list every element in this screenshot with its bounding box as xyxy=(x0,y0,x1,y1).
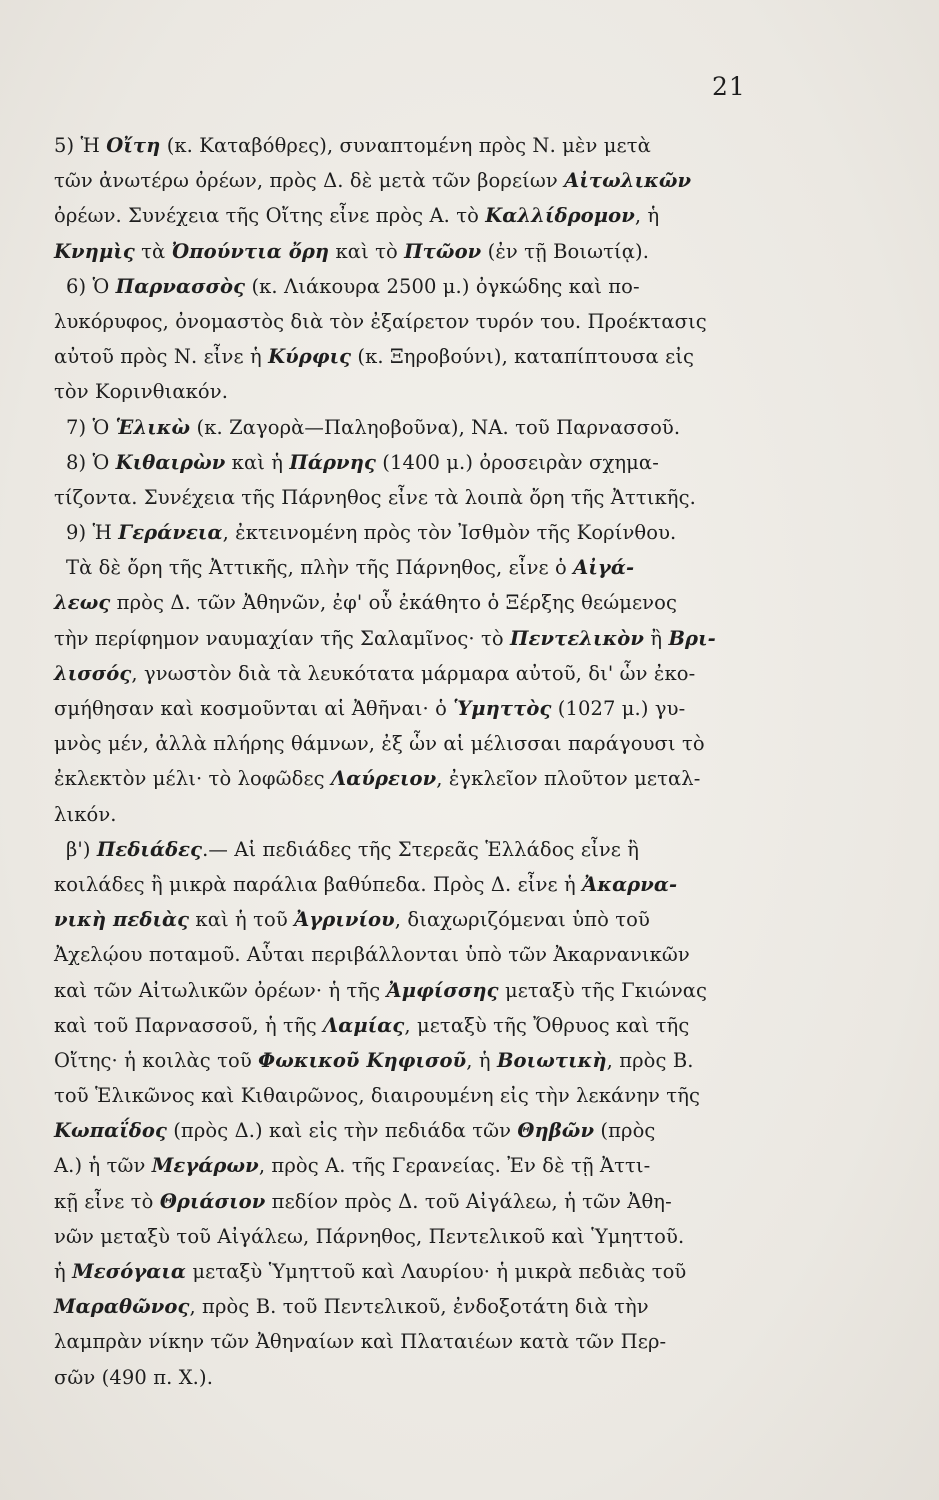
emphasized-term: λεως xyxy=(54,591,111,615)
text-segment: , πρὸς Β. xyxy=(606,1048,694,1072)
text-segment: πρὸς Δ. τῶν Ἀθηνῶν, ἐφ' οὗ ἐκάθητο ὁ Ξέρξης θεώμενος xyxy=(110,591,677,615)
emphasized-term: Φωκικοῦ Κηφισοῦ xyxy=(258,1048,467,1072)
emphasized-term: Πεντελικὸν xyxy=(510,626,645,650)
emphasized-term: Γεράνεια xyxy=(118,521,223,545)
emphasized-term: Μεσόγαια xyxy=(72,1260,187,1283)
text-segment: β') xyxy=(66,837,97,861)
text-line xyxy=(54,726,774,761)
page-number: 21 xyxy=(712,72,746,101)
text-line xyxy=(54,234,774,269)
text-segment: καὶ τοῦ Παρνασσοῦ, ἡ τῆς xyxy=(54,1013,324,1037)
text-line xyxy=(54,1113,774,1148)
text-line xyxy=(54,1289,774,1324)
text-segment: τὸν Κορινθιακόν. xyxy=(54,380,228,404)
text-line xyxy=(54,1043,774,1078)
text-segment: (πρὸς Δ.) καὶ εἰς τὴν πεδιάδα τῶν xyxy=(166,1119,518,1143)
text-line xyxy=(54,445,774,480)
text-line xyxy=(54,1078,774,1113)
text-segment: , μεταξὺ τῆς Ὄθρυος καὶ τῆς xyxy=(404,1013,690,1037)
text-line xyxy=(54,163,774,198)
text-line xyxy=(54,1219,774,1254)
text-segment: .— Αἱ πεδιάδες τῆς Στερεᾶς Ἑλλάδος εἶνε ἢ xyxy=(202,837,640,861)
emphasized-term: Μεγάρων xyxy=(151,1154,259,1178)
emphasized-term: Μαραθῶνος xyxy=(54,1295,190,1319)
emphasized-term: Ἀγρινίου xyxy=(294,908,395,932)
emphasized-term: Οἴτη xyxy=(106,134,161,157)
text-segment: κοιλάδες ἢ μικρὰ παράλια βαθύπεδα. Πρὸς Δ. εἶνε ἡ xyxy=(54,872,583,896)
text-segment: καὶ τῶν Αἰτωλικῶν ὀρέων· ἡ τῆς xyxy=(54,978,387,1002)
text-segment: σῶν (490 π. Χ.). xyxy=(54,1365,213,1389)
text-line xyxy=(54,198,774,233)
text-line xyxy=(54,410,774,445)
text-segment: ὀρέων. Συνέχεια τῆς Οἴτης εἶνε πρὸς Α. τὸ xyxy=(54,204,486,228)
text-line xyxy=(54,339,774,374)
text-segment: (ἐν τῇ Βοιωτίᾳ). xyxy=(481,239,650,263)
text-segment: καὶ τὸ xyxy=(329,239,405,263)
text-line xyxy=(54,1360,774,1395)
emphasized-term: Κύρφις xyxy=(268,345,352,369)
text-line xyxy=(54,937,774,972)
text-line xyxy=(54,973,774,1008)
emphasized-term: Ἀκαρνα- xyxy=(582,872,678,896)
text-segment: καὶ ἡ xyxy=(225,450,290,474)
text-line xyxy=(54,304,774,339)
text-segment: , πρὸς Α. τῆς Γερανείας. Ἐν δὲ τῇ Ἀττι- xyxy=(258,1154,651,1178)
text-segment: Ἀχελῴου ποταμοῦ. Αὗται περιβάλλονται ὑπὸ τῶν Ἀκαρνανικῶν xyxy=(54,943,690,967)
text-segment: (κ. Λιάκουρα 2500 μ.) ὀγκώδης καὶ πο- xyxy=(245,274,640,298)
text-segment: σμήθησαν καὶ κοσμοῦνται αἱ Ἀθῆναι· ὁ xyxy=(54,697,454,720)
emphasized-term: Βοιωτικὴ xyxy=(496,1048,607,1072)
text-segment: Α.) ἡ τῶν xyxy=(54,1154,152,1178)
text-line xyxy=(54,515,774,550)
text-segment: Τὰ δὲ ὄρη τῆς Ἀττικῆς, πλὴν τῆς Πάρνηθος, εἶνε ὁ xyxy=(66,556,574,580)
text-line xyxy=(54,691,774,726)
text-segment: νῶν μεταξὺ τοῦ Αἰγάλεω, Πάρνηθος, Πεντελικοῦ καὶ Ὑμηττοῦ. xyxy=(54,1224,685,1248)
text-line xyxy=(54,374,774,409)
text-segment: τῶν ἀνωτέρω ὀρέων, πρὸς Δ. δὲ μετὰ τῶν βορείων xyxy=(54,169,565,193)
emphasized-term: Ἀμφίσσης xyxy=(386,978,499,1002)
text-segment: , γνωστὸν διὰ τὰ λευκότατα μάρμαρα αὐτοῦ, δι' ὧν ἐκο- xyxy=(131,661,696,685)
emphasized-term: Βρι- xyxy=(668,626,716,650)
emphasized-term: νικὴ πεδιὰς xyxy=(54,908,190,932)
emphasized-term: Πάρνης xyxy=(289,450,376,474)
text-line xyxy=(54,128,774,163)
emphasized-term: Θηβῶν xyxy=(517,1119,595,1143)
text-line xyxy=(54,269,774,304)
text-segment: καὶ ἡ τοῦ xyxy=(189,908,295,932)
text-segment: τὴν περίφημον ναυμαχίαν τῆς Σαλαμῖνος· τὸ xyxy=(54,626,510,650)
text-segment: αὐτοῦ πρὸς Ν. εἶνε ἡ xyxy=(54,345,269,369)
text-segment: λυκόρυφος, ὀνομαστὸς διὰ τὸν ἐξαίρετον τυρόν του. Προέκτασις xyxy=(54,309,707,333)
text-line xyxy=(54,902,774,937)
text-segment: , ἡ xyxy=(634,204,660,228)
text-line xyxy=(54,761,774,796)
text-segment: λαμπρὰν νίκην τῶν Ἀθηναίων καὶ Πλαταιέων κατὰ τῶν Περ- xyxy=(54,1330,667,1354)
text-segment: κῇ εἶνε τὸ xyxy=(54,1189,160,1213)
text-line xyxy=(54,1184,774,1219)
text-segment: πεδίον πρὸς Δ. τοῦ Αἰγάλεω, ἡ τῶν Ἀθη- xyxy=(265,1189,672,1213)
text-segment: 8) Ὁ xyxy=(66,450,116,474)
emphasized-term: Ἑλικὼ xyxy=(115,415,191,439)
text-line xyxy=(54,656,774,691)
text-segment: ἐκλεκτὸν μέλι· τὸ λοφῶδες xyxy=(54,767,331,791)
text-line xyxy=(54,550,774,585)
emphasized-term: Θριάσιον xyxy=(159,1189,266,1213)
text-segment: , ἡ xyxy=(466,1048,497,1072)
text-segment: τίζοντα. Συνέχεια τῆς Πάρνηθος εἶνε τὰ λοιπὰ ὄρη τῆς Ἀττικῆς. xyxy=(54,485,696,509)
text-segment: (κ. Ξηροβούνι), καταπίπτουσα εἰς xyxy=(351,345,695,369)
emphasized-term: Λαύρειον xyxy=(331,767,437,791)
emphasized-term: Κνημὶς xyxy=(54,239,135,263)
text-segment: Οἴτης· ἡ κοιλὰς τοῦ xyxy=(54,1048,259,1072)
emphasized-term: Αἰτωλικῶν xyxy=(564,169,692,193)
emphasized-term: Αἰγά- xyxy=(573,556,635,580)
text-segment: ἢ xyxy=(644,626,669,650)
text-segment: μνὸς μέν, ἀλλὰ πλήρης θάμνων, ἐξ ὧν αἱ μέλισσαι παράγουσι τὸ xyxy=(54,732,705,756)
text-segment: ἡ xyxy=(54,1260,73,1283)
text-segment: (κ. Ζαγορὰ—Παληοβοῦνα), ΝΑ. τοῦ Παρνασσοῦ. xyxy=(190,415,681,439)
text-line xyxy=(54,1148,774,1183)
text-segment: , ἐγκλεῖον πλοῦτον μεταλ- xyxy=(436,767,701,791)
text-segment: 5) Ἡ xyxy=(54,134,107,157)
text-line xyxy=(54,1254,774,1289)
text-segment: μεταξὺ Ὑμηττοῦ καὶ Λαυρίου· ἡ μικρὰ πεδιὰς τοῦ xyxy=(186,1260,687,1283)
text-line xyxy=(54,621,774,656)
text-segment: (1400 μ.) ὀροσειρὰν σχημα- xyxy=(375,450,659,474)
text-segment: (κ. Καταβόθρες), συναπτομένη πρὸς Ν. μὲν μετὰ xyxy=(160,134,651,157)
emphasized-term: Πτῶον xyxy=(404,239,482,263)
emphasized-term: Ὑμηττὸς xyxy=(453,697,552,720)
emphasized-term: Κιθαιρὼν xyxy=(115,450,226,474)
text-line xyxy=(54,585,774,620)
emphasized-term: Κωπαΐδος xyxy=(54,1119,167,1143)
text-segment: (πρὸς xyxy=(594,1119,656,1143)
text-line xyxy=(54,480,774,515)
text-line xyxy=(54,797,774,832)
emphasized-term: Λαμίας xyxy=(323,1013,405,1037)
text-line xyxy=(54,832,774,867)
text-line xyxy=(54,1008,774,1043)
emphasized-term: Πεδιάδες xyxy=(96,837,203,861)
text-segment: , ἐκτεινομένη πρὸς τὸν Ἰσθμὸν τῆς Κορίνθου. xyxy=(222,521,677,545)
text-segment: 9) Ἡ xyxy=(66,521,119,545)
text-segment: μεταξὺ τῆς Γκιώνας xyxy=(498,978,708,1002)
text-segment: , πρὸς Β. τοῦ Πεντελικοῦ, ἐνδοξοτάτη διὰ τὴν xyxy=(189,1295,649,1319)
text-segment: 6) Ὁ xyxy=(66,274,116,298)
text-segment: (1027 μ.) γυ- xyxy=(551,697,686,720)
emphasized-term: λισσός xyxy=(54,661,132,685)
emphasized-term: Παρνασσὸς xyxy=(115,274,246,298)
text-segment: , διαχωριζόμεναι ὑπὸ τοῦ xyxy=(394,908,650,932)
text-line xyxy=(54,1324,774,1359)
emphasized-term: Ὀπούντια ὄρη xyxy=(171,239,330,263)
text-segment: λικόν. xyxy=(54,802,117,826)
page-text xyxy=(54,128,774,1395)
emphasized-term: Καλλίδρομον xyxy=(485,204,635,228)
text-segment: τὰ xyxy=(134,239,172,263)
text-segment: 7) Ὁ xyxy=(66,415,116,439)
text-line xyxy=(54,867,774,902)
text-segment: τοῦ Ἑλικῶνος καὶ Κιθαιρῶνος, διαιρουμένη εἰς τὴν λεκάνην τῆς xyxy=(54,1084,700,1108)
